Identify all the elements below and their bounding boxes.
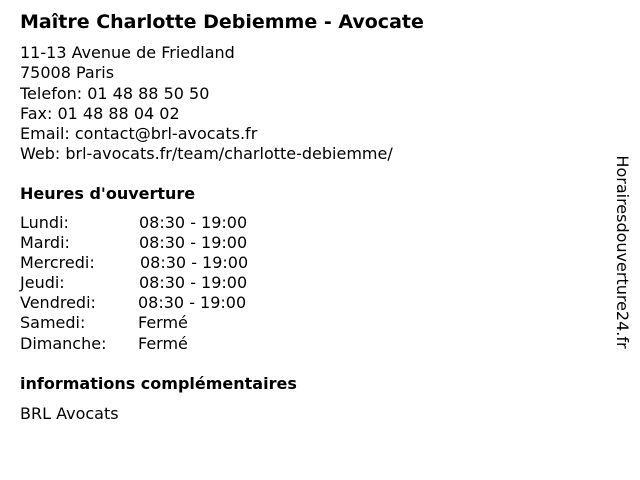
hours-value: Fermé: [138, 313, 188, 333]
day-label: Vendredi:: [20, 293, 96, 313]
hours-row-friday: [20, 293, 340, 313]
phone-line[interactable]: Telefon: 01 48 88 50 50: [20, 83, 210, 103]
page-title: Maître Charlotte Debiemme - Avocate: [20, 11, 424, 33]
day-label: Lundi:: [20, 213, 69, 232]
hours-row-thursday: [20, 273, 340, 293]
address-street: 11-13 Avenue de Friedland: [20, 43, 235, 62]
hours-row-saturday: [20, 313, 340, 333]
hours-value: 08:30 - 19:00: [138, 293, 247, 313]
day-label: Jeudi:: [20, 273, 65, 293]
hours-value: 08:30 - 19:00: [139, 213, 248, 232]
site-watermark: Horairesdouverture24.fr: [613, 155, 632, 349]
day-label: Mardi:: [20, 233, 70, 253]
email-line[interactable]: Email: contact@brl-avocats.fr: [20, 124, 258, 144]
hours-value: 08:30 - 19:00: [140, 253, 249, 273]
additional-info-value: BRL Avocats: [20, 404, 119, 423]
opening-hours-heading: Heures d'ouverture: [20, 184, 196, 203]
fax-line: Fax: 01 48 88 04 02: [20, 103, 180, 123]
hours-value: 08:30 - 19:00: [139, 233, 248, 253]
contact-block: [20, 43, 393, 165]
day-label: Samedi:: [20, 313, 86, 333]
address-city: 75008 Paris: [20, 63, 115, 83]
hours-row-tuesday: [20, 233, 340, 253]
hours-value: Fermé: [138, 333, 188, 353]
additional-info-heading: informations complémentaires: [20, 374, 297, 393]
hours-row-monday: [20, 213, 340, 233]
hours-row-wednesday: [20, 253, 340, 273]
hours-value: 08:30 - 19:00: [139, 273, 248, 293]
opening-hours-table: [20, 213, 340, 354]
web-line[interactable]: Web: brl-avocats.fr/team/charlotte-debiemme/: [20, 144, 393, 164]
hours-row-sunday: [20, 334, 340, 354]
day-label: Mercredi:: [20, 253, 95, 273]
day-label: Dimanche:: [20, 333, 107, 353]
